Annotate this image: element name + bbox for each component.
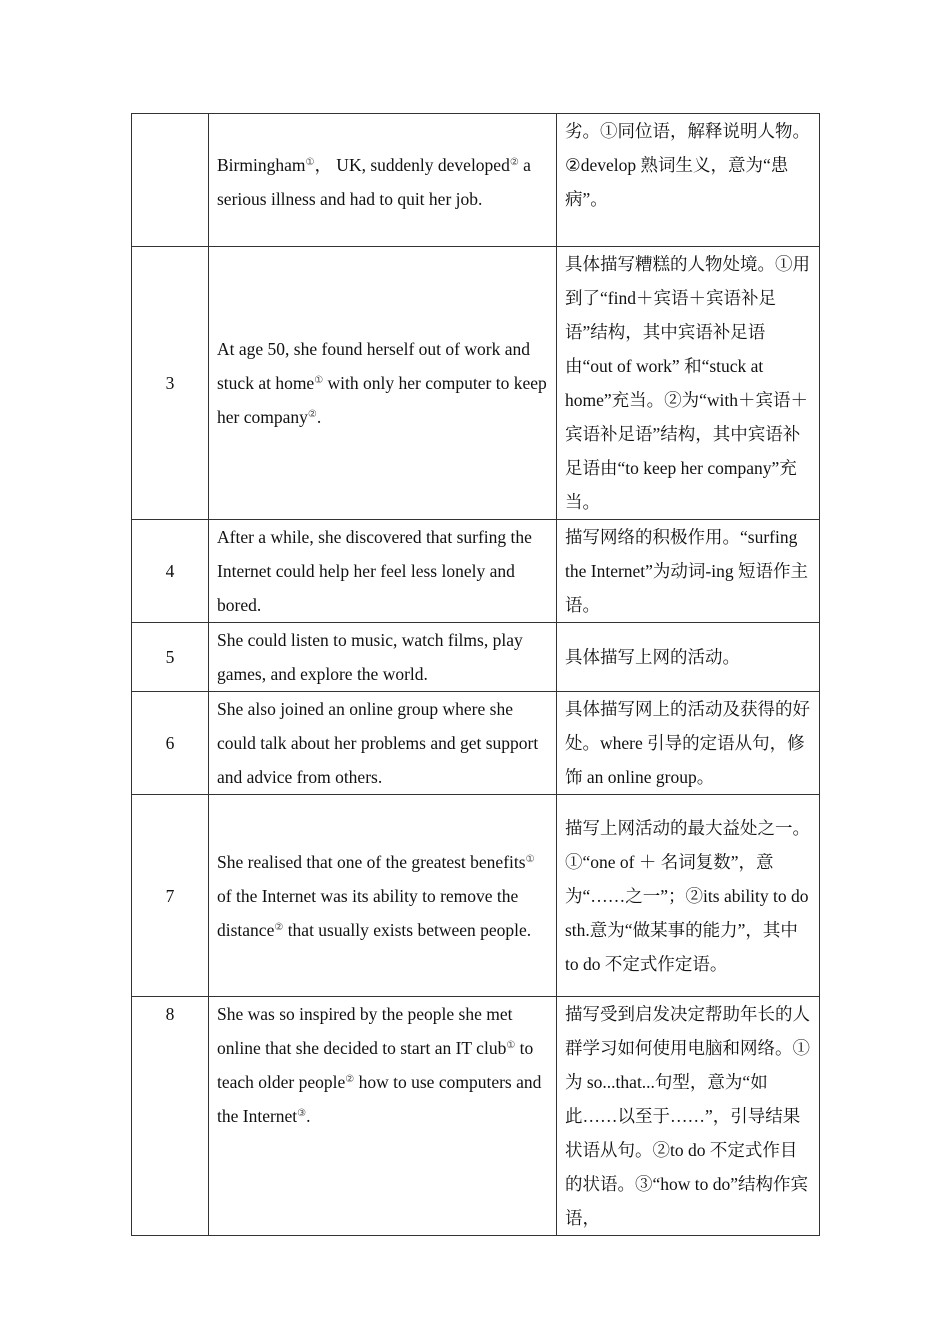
table-row [132,623,820,692]
footnote-marker: ① [305,157,315,168]
footnote-marker: ② [509,157,519,168]
row-number: 3 [132,247,209,520]
footnote-marker: ② [307,409,317,420]
note-cell: 具体描写糟糕的人物处境。①用到了“find＋宾语＋宾语补足语”结构，其中宾语补足语由“out of work” 和“stuck at home”充当。②为“with＋宾语＋宾语补足语”结构，其中宾语补足语由“to keep her company”充当。 [557,247,820,520]
footnote-marker: ① [506,1040,516,1051]
sentence-cell: She could listen to music, watch films, play games, and explore the world. [209,623,557,692]
note-cell: 具体描写上网的活动。 [557,623,820,692]
sentence-cell: After a while, she discovered that surfing the Internet could help her feel less lonely and bored. [209,520,557,623]
note-cell: 描写上网活动的最大益处之一。 ①“one of ＋ 名词复数”，意为“……之一”；②its ability to do sth.意为“做某事的能力”，其中 to do 不定式作定语。 [557,795,820,997]
note-cell: 具体描写网上的活动及获得的好处。where 引导的定语从句，修饰 an online group。 [557,692,820,795]
sentence-cell: At age 50, she found herself out of work and stuck at home① with only her computer to keep her company②. [209,247,557,520]
note-cell: 描写网络的积极作用。“surfing the Internet”为动词-ing 短语作主语。 [557,520,820,623]
table-row [132,692,820,795]
footnote-marker: ③ [297,1108,307,1119]
table-row [132,997,820,1236]
table-row [132,247,820,520]
row-number: 4 [132,520,209,623]
row-number: 7 [132,795,209,997]
table-row [132,795,820,997]
note-cell: 劣。①同位语，解释说明人物。 ②develop 熟词生义，意为“患病”。 [557,114,820,247]
footnote-marker: ② [345,1074,355,1085]
row-number: 6 [132,692,209,795]
sentence-cell: She realised that one of the greatest benefits① of the Internet was its ability to remove the distance② that usually exists between people. [209,795,557,997]
analysis-table [131,113,820,1236]
sentence-cell: Birmingham①， UK, suddenly developed② a serious illness and had to quit her job. [209,114,557,247]
footnote-marker: ② [274,921,284,933]
sentence-cell: She was so inspired by the people she met online that she decided to start an IT club① to teach older people② how to use computers and the Internet③. [209,997,557,1236]
row-number [132,114,209,247]
table-row [132,520,820,623]
footnote-marker: ① [525,853,535,865]
sentence-cell: She also joined an online group where she could talk about her problems and get support and advice from others. [209,692,557,795]
row-number: 5 [132,623,209,692]
row-number: 8 [132,997,209,1236]
footnote-marker: ① [314,375,324,386]
note-cell: 描写受到启发决定帮助年长的人群学习如何使用电脑和网络。①为 so...that...句型，意为“如此……以至于……”，引导结果状语从句。②to do 不定式作目的状语。③“how to do”结构作宾语， [557,997,820,1236]
table-row [132,114,820,247]
